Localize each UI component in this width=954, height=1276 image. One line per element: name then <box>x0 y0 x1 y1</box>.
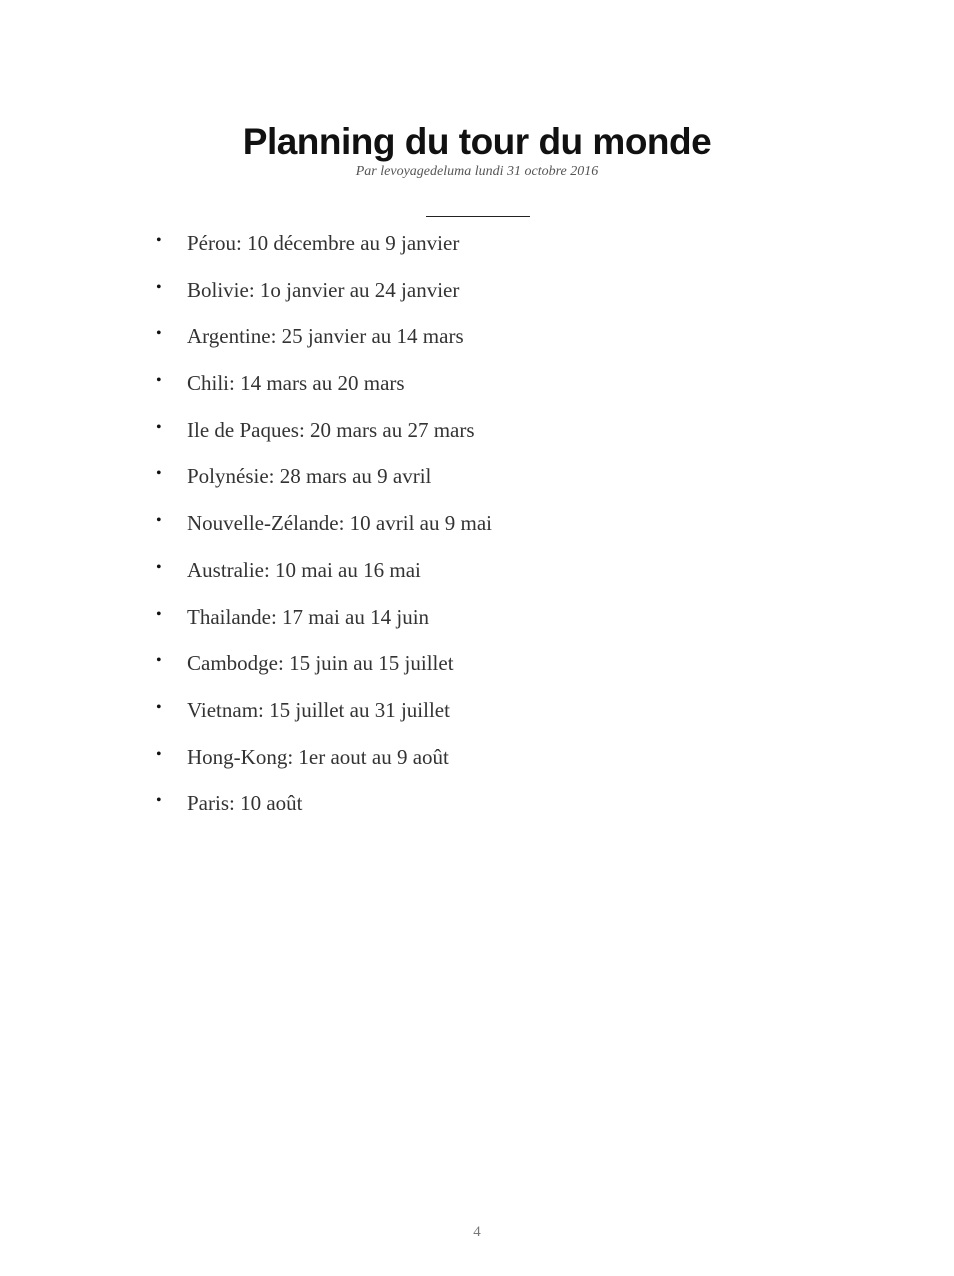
bullet-icon: • <box>156 792 162 810</box>
list-item-text: Vietnam: 15 juillet au 31 juillet <box>187 697 450 722</box>
page-number: 4 <box>473 1224 481 1240</box>
list-item <box>156 459 492 506</box>
list-item <box>156 226 492 273</box>
list-item <box>156 600 492 647</box>
list-item <box>156 366 492 413</box>
list-item <box>156 786 492 833</box>
list-item-text: Hong-Kong: 1er aout au 9 août <box>187 744 449 769</box>
list-item-text: Nouvelle-Zélande: 10 avril au 9 mai <box>187 511 492 536</box>
list-item <box>156 740 492 787</box>
list-item <box>156 693 492 740</box>
list-item <box>156 319 492 366</box>
bullet-icon: • <box>156 512 162 530</box>
byline: Par levoyagedeluma lundi 31 octobre 2016 <box>355 164 599 179</box>
list-item-text: Polynésie: 28 mars au 9 avril <box>187 464 432 489</box>
list-item-text: Argentine: 25 janvier au 14 mars <box>187 324 464 349</box>
list-item <box>156 273 492 320</box>
bullet-icon: • <box>156 325 162 343</box>
bullet-icon: • <box>156 465 162 483</box>
title-separator <box>426 216 530 217</box>
bullet-icon: • <box>156 558 162 576</box>
bullet-icon: • <box>156 605 162 623</box>
bullet-icon: • <box>156 698 162 716</box>
list-item-text: Chili: 14 mars au 20 mars <box>187 371 405 396</box>
itinerary-list <box>156 226 492 833</box>
list-item-text: Bolivie: 1o janvier au 24 janvier <box>187 277 460 302</box>
list-item <box>156 646 492 693</box>
list-item <box>156 506 492 553</box>
list-item-text: Thailande: 17 mai au 14 juin <box>187 604 430 629</box>
document-title: Planning du tour du monde <box>242 121 712 162</box>
bullet-icon: • <box>156 232 162 249</box>
list-item-text: Australie: 10 mai au 16 mai <box>187 557 421 582</box>
bullet-icon: • <box>156 745 162 763</box>
list-item <box>156 553 492 600</box>
bullet-icon: • <box>156 418 162 436</box>
bullet-icon: • <box>156 278 162 296</box>
list-item <box>156 413 492 460</box>
list-item-text: Pérou: 10 décembre au 9 janvier <box>187 231 460 255</box>
list-item-text: Cambodge: 15 juin au 15 juillet <box>187 651 454 676</box>
bullet-icon: • <box>156 372 162 390</box>
list-item-text: Ile de Paques: 20 mars au 27 mars <box>187 417 475 442</box>
bullet-icon: • <box>156 652 162 670</box>
list-item-text: Paris: 10 août <box>187 791 303 816</box>
